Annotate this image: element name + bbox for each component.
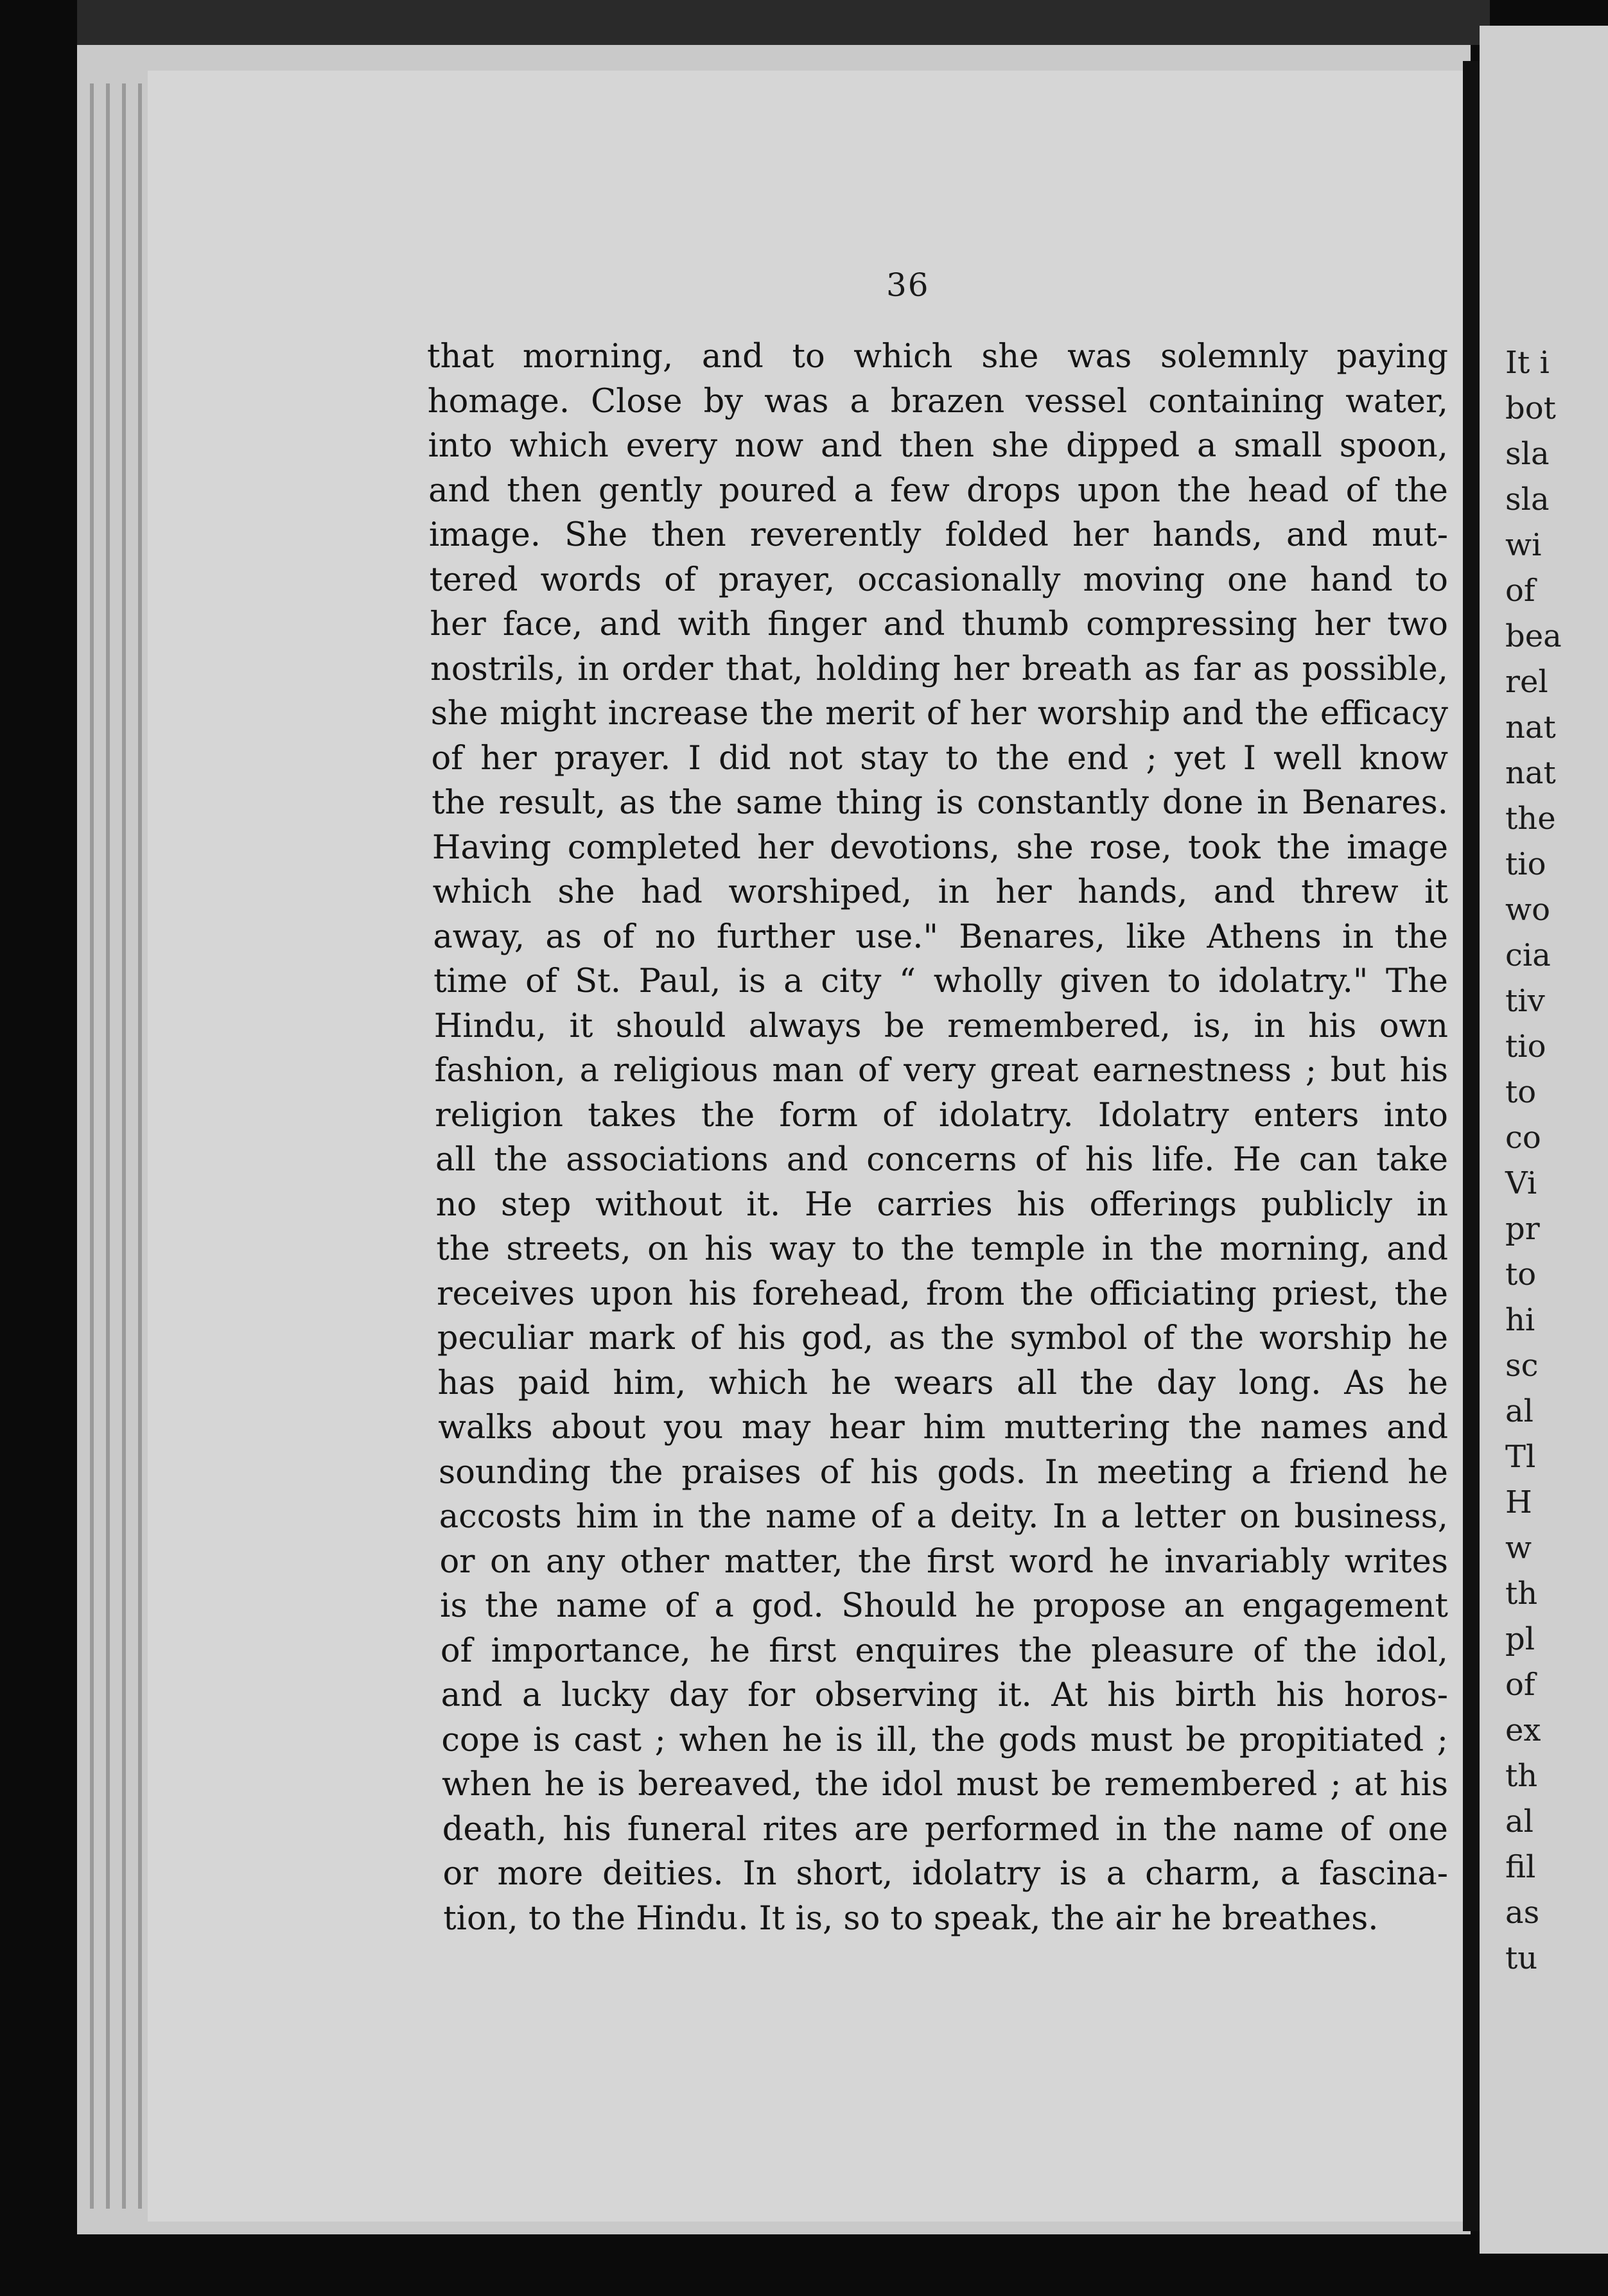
- text-line: has paid him, which he wears all the day long. As he: [437, 1364, 1448, 1402]
- facing-page-fragment: wo: [1505, 892, 1550, 928]
- text-line: she might increase the merit of her worship and the efficacy: [430, 695, 1448, 733]
- facing-page-fragment: tio: [1505, 1029, 1546, 1065]
- facing-page-fragment: It i: [1505, 345, 1550, 381]
- text-line: time of St. Paul, is a city “ wholly given to idolatry." The: [433, 962, 1448, 1000]
- text-line: tered words of prayer, occasionally moving one hand to: [429, 561, 1448, 599]
- facing-page-fragment: the: [1505, 801, 1556, 837]
- facing-page-fragment: tio: [1505, 846, 1546, 882]
- text-line: cope is cast ; when he is ill, the gods must be propitiated ;: [441, 1721, 1448, 1759]
- text-line: accosts him in the name of a deity. In a letter on business,: [439, 1498, 1448, 1536]
- facing-page-fragment: hi: [1505, 1302, 1535, 1338]
- facing-page-fragment: rel: [1505, 664, 1548, 700]
- text-line: tion, to the Hindu. It is, so to speak, the air he breathes.: [443, 1899, 1379, 1938]
- page-number: 36: [886, 266, 930, 304]
- page-edge: [122, 83, 126, 2209]
- facing-page-fragment: pr: [1505, 1211, 1540, 1247]
- facing-page-fragment: Vi: [1505, 1165, 1537, 1201]
- facing-page: [1480, 26, 1608, 2254]
- facing-page-fragment: wi: [1505, 527, 1542, 563]
- text-line: death, his funeral rites are performed in the name of one: [442, 1810, 1448, 1848]
- facing-page-fragment: of: [1505, 573, 1535, 609]
- facing-page-fragment: nat: [1505, 755, 1556, 791]
- facing-page-fragment: al: [1505, 1804, 1534, 1839]
- text-line: religion takes the form of idolatry. Idolatry enters into: [435, 1096, 1448, 1135]
- facing-page-fragment: co: [1505, 1120, 1541, 1156]
- text-line: or on any other matter, the first word he invariably writes: [439, 1542, 1448, 1581]
- facing-page-fragment: ex: [1505, 1712, 1541, 1748]
- text-line: her face, and with finger and thumb compressing her two: [430, 605, 1448, 643]
- facing-page-fragment: sc: [1505, 1348, 1539, 1384]
- text-line: no step without it. He carries his offerings publicly in: [435, 1185, 1448, 1224]
- facing-page-fragment: to: [1505, 1257, 1537, 1292]
- text-line: and a lucky day for observing it. At his birth his horos-: [441, 1676, 1448, 1714]
- facing-page-fragment: H: [1505, 1484, 1532, 1520]
- page-edge: [90, 83, 94, 2209]
- text-line: peculiar mark of his god, as the symbol of the worship he: [437, 1319, 1448, 1357]
- text-line: the streets, on his way to the temple in the morning, and: [436, 1230, 1448, 1268]
- text-line: of her prayer. I did not stay to the end ; yet I well know: [431, 739, 1448, 778]
- text-line: away, as of no further use." Benares, like Athens in the: [433, 918, 1448, 956]
- scan-top-border: [77, 0, 1490, 45]
- text-line: fashion, a religious man of very great earnestness ; but his: [434, 1052, 1448, 1090]
- facing-page-fragment: th: [1505, 1576, 1538, 1612]
- facing-page-fragment: th: [1505, 1758, 1538, 1794]
- facing-page-fragment: as: [1505, 1895, 1540, 1931]
- text-line: the result, as the same thing is constantly done in Benares.: [432, 784, 1448, 822]
- text-line: and then gently poured a few drops upon the head of the: [428, 471, 1448, 510]
- facing-page-fragment: sla: [1505, 436, 1550, 472]
- text-line: all the associations and concerns of his life. He can take: [435, 1141, 1448, 1179]
- text-line: into which every now and then she dipped a small spoon,: [428, 427, 1448, 465]
- page-edge: [138, 83, 142, 2209]
- facing-page-fragment: nat: [1505, 709, 1556, 745]
- page-edge: [106, 83, 110, 2209]
- text-line: that morning, and to which she was solemnly paying: [427, 338, 1448, 376]
- text-line: or more deities. In short, idolatry is a charm, a fascina-: [442, 1855, 1448, 1893]
- facing-page-fragment: w: [1505, 1530, 1532, 1566]
- text-line: is the name of a god. Should he propose an engagement: [440, 1587, 1448, 1625]
- text-line: walks about you may hear him muttering the names and: [438, 1409, 1448, 1447]
- text-line: when he is bereaved, the idol must be remembered ; at his: [442, 1766, 1448, 1804]
- text-line: Having completed her devotions, she rose, took the image: [432, 828, 1448, 867]
- facing-page-fragment: cia: [1505, 937, 1551, 973]
- facing-page-fragment: Tl: [1505, 1439, 1536, 1475]
- facing-page-fragment: tu: [1505, 1940, 1538, 1976]
- facing-page-fragment: pl: [1505, 1621, 1535, 1657]
- facing-page-fragment: bea: [1505, 618, 1562, 654]
- facing-page-fragment: of: [1505, 1667, 1535, 1703]
- text-line: receives upon his forehead, from the officiating priest, the: [437, 1274, 1448, 1313]
- facing-page-fragment: fil: [1505, 1849, 1536, 1885]
- text-line: nostrils, in order that, holding her breath as far as possible,: [430, 650, 1448, 688]
- text-line: homage. Close by was a brazen vessel containing water,: [427, 382, 1448, 421]
- facing-page-fragment: bot: [1505, 390, 1556, 426]
- book-gutter: [1463, 61, 1480, 2231]
- facing-page-fragment: al: [1505, 1393, 1534, 1429]
- text-line: Hindu, it should always be remembered, is, in his own: [433, 1007, 1448, 1045]
- text-line: of importance, he first enquires the pleasure of the idol,: [440, 1631, 1448, 1670]
- facing-page-fragment: sla: [1505, 482, 1550, 517]
- facing-page-fragment: tiv: [1505, 983, 1545, 1019]
- text-line: image. She then reverently folded her hands, and mut-: [428, 516, 1448, 554]
- facing-page-fragment: to: [1505, 1074, 1537, 1110]
- text-line: sounding the praises of his gods. In meeting a friend he: [439, 1453, 1448, 1492]
- text-line: which she had worshiped, in her hands, and threw it: [432, 873, 1448, 911]
